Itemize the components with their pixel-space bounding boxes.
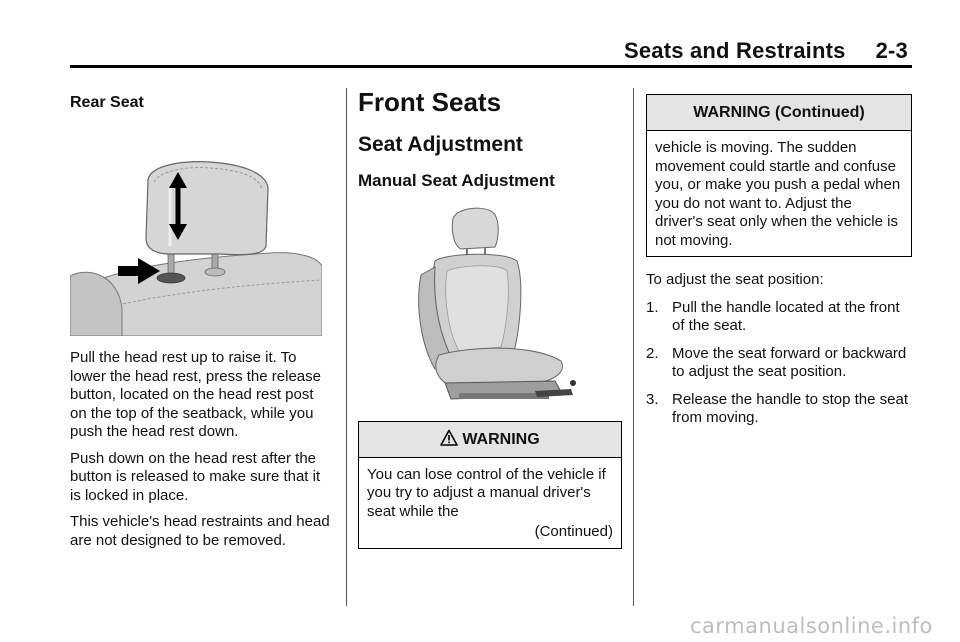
warning-text: You can lose control of the vehicle if you try to adjust a manual driver's seat while the [367,465,606,520]
step-number: 2. [646,344,659,362]
step-number: 1. [646,298,659,316]
warning-continued-box [646,94,912,257]
headrest-illustration [70,158,322,336]
step-text: Pull the handle located at the front of the seat. [672,298,900,334]
list-item [646,391,912,428]
warning-header [359,422,621,458]
adjust-steps-list [646,299,912,428]
seat-illustration [395,205,585,407]
warning-box [358,421,622,549]
warning-continued: (Continued) [534,523,613,541]
page-number: 2-3 [875,38,908,63]
step-number: 3. [646,390,659,408]
rear-seat-paragraph-1: Pull the head rest up to raise it. To lower the head rest, press the release button, located on the head rest post on the top of the seatback, while you push the head rest down. [70,349,321,440]
column-right [646,88,912,428]
page-header [70,34,912,68]
front-seats-title: Front Seats [358,87,502,117]
list-item [646,299,912,336]
step-text: Release the handle to stop the seat from moving. [672,390,909,426]
rear-seat-paragraph-2: Push down on the head rest after the button is released to make sure that it is locked in place. [70,449,321,504]
manual-seat-adjustment-heading: Manual Seat Adjustment [358,170,555,190]
warning-body [359,458,621,548]
warning-continued-header: WARNING (Continued) [647,95,911,131]
adjust-intro: To adjust the seat position: [646,271,824,288]
rear-seat-paragraph-3: This vehicle's head restraints and head are not designed to be removed. [70,513,330,549]
column-left [70,88,332,550]
warning-triangle-icon [440,425,458,461]
list-item [646,345,912,382]
watermark-text[interactable]: carmanualsonline.info [690,614,933,638]
warning-continued-body: vehicle is moving. The sudden movement could startle and confuse you, or make you push a pedal when you do not want to. Adjust the driver's seat only when the vehicle is not moving. [655,139,901,249]
rear-seat-heading: Rear Seat [70,94,144,111]
step-text: Move the seat forward or backward to adjust the seat position. [672,344,907,380]
header-text [624,38,908,64]
column-divider [346,88,347,606]
column-divider [633,88,634,606]
column-middle [358,88,622,549]
warning-title: WARNING [462,430,540,448]
seat-adjustment-heading: Seat Adjustment [358,132,523,156]
section-title: Seats and Restraints [623,38,846,63]
